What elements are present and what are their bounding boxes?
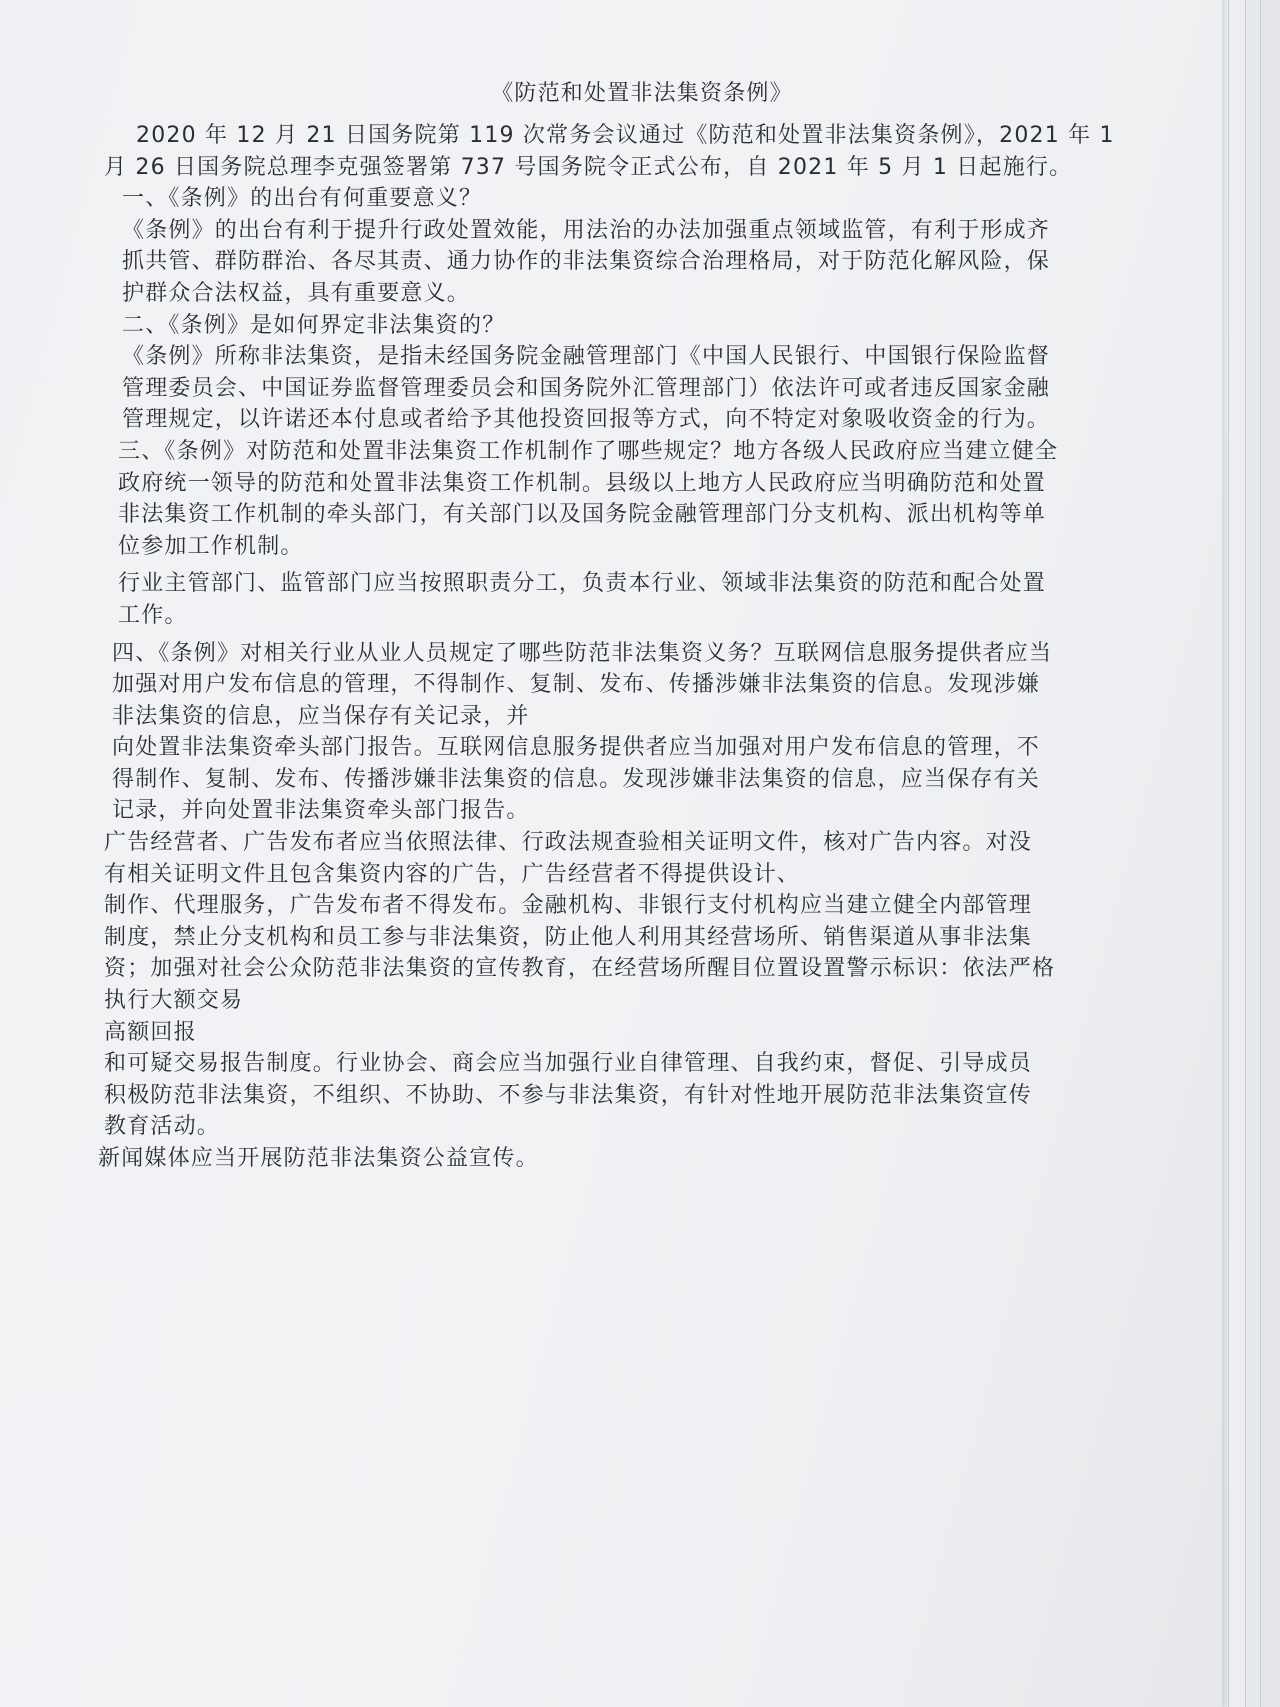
question-answer-line: 位参加工作机制。 xyxy=(118,533,304,559)
answer-line: 高额回报 xyxy=(104,1019,197,1045)
answer-line: 行业主管部门、监管部门应当按照职责分工，负责本行业、领域非法集资的防范和配合处置 xyxy=(118,571,1047,597)
question-answer-line: 三、《条例》对防范和处置非法集资工作机制作了哪些规定？地方各级人民政府应当建立健全 xyxy=(118,438,1059,464)
answer-line: 制度，禁止分支机构和员工参与非法集资，防止他人利用其经营场所、销售渠道从事非法集 xyxy=(104,924,1033,950)
intro-line: 2020 年 12 月 21 日国务院第 119 次常务会议通过《防范和处置非法集资条例》，2021 年 1 xyxy=(136,123,1115,148)
question-answer-line: 非法集资的信息，应当保存有关记录，并 xyxy=(112,703,530,729)
section-3 xyxy=(118,436,1092,632)
answer-line: 管理委员会、中国证券监督管理委员会和国务院外汇管理部门）依法许可或者违反国家金融 xyxy=(122,375,1051,401)
question-answer-line: 得制作、复制、发布、传播涉嫌非法集资的信息。发现涉嫌非法集资的信息，应当保存有关 xyxy=(112,766,1041,792)
section-2 xyxy=(122,310,1092,436)
section-4-ads xyxy=(98,827,1092,1175)
question-answer-line: 四、《条例》对相关行业从业人员规定了哪些防范非法集资义务？互联网信息服务提供者应当 xyxy=(112,640,1053,666)
question-heading: 二、《条例》是如何界定非法集资的？ xyxy=(122,312,506,338)
question-answer-line: 非法集资工作机制的牵头部门，有关部门以及国务院金融管理部门分支机构、派出机构等单 xyxy=(118,502,1047,528)
answer-line: 制作、代理服务，广告发布者不得发布。金融机构、非银行支付机构应当建立健全内部管理 xyxy=(104,893,1033,919)
question-answer-line: 政府统一领导的防范和处置非法集资工作机制。县级以上地方人民政府应当明确防范和处置 xyxy=(118,470,1047,496)
document-title: 《防范和处置非法集资条例》 xyxy=(491,81,793,106)
answer-line: 抓共管、群防群治、各尽其责、通力协作的非法集资综合治理格局，对于防范化解风险，保 xyxy=(122,249,1051,275)
answer-line: 《条例》所称非法集资，是指未经国务院金融管理部门《中国人民银行、中国银行保险监督 xyxy=(122,344,1051,370)
answer-line: 《条例》的出台有利于提升行政处置效能，用法治的办法加强重点领域监管，有利于形成齐 xyxy=(122,217,1051,243)
section-4 xyxy=(112,638,1092,828)
answer-line: 管理规定，以许诺还本付息或者给予其他投资回报等方式，向不特定对象吸收资金的行为。 xyxy=(122,407,1051,433)
question-answer-line: 向处置非法集资牵头部门报告。互联网信息服务提供者应当加强对用户发布信息的管理，不 xyxy=(112,735,1041,761)
intro-line: 月 26 日国务院总理李克强签署第 737 号国务院令正式公布，自 2021 年 5 月 1 日起施行。 xyxy=(104,154,1073,180)
section-1 xyxy=(122,183,1092,309)
document-body xyxy=(92,78,1115,1175)
intro-paragraph xyxy=(84,120,1115,183)
question-answer-line: 加强对用户发布信息的管理，不得制作、复制、发布、传播涉嫌非法集资的信息。发现涉嫌 xyxy=(112,672,1041,698)
question-answer-line: 记录，并向处置非法集资牵头部门报告。 xyxy=(112,798,530,824)
question-heading: 一、《条例》的出台有何重要意义？ xyxy=(122,186,483,212)
answer-line: 资；加强对社会公众防范非法集资的宣传教育，在经营场所醒目位置设置警示标识：依法严格 xyxy=(104,956,1056,982)
answer-line: 积极防范非法集资，不组织、不协助、不参与非法集资，有针对性地开展防范非法集资宣传 xyxy=(104,1082,1033,1108)
answer-line: 教育活动。 xyxy=(104,1114,221,1140)
underlying-sheet-edge xyxy=(1260,0,1280,1707)
answer-line: 新闻媒体应当开展防范非法集资公益宣传。 xyxy=(98,1146,539,1171)
answer-line: 执行大额交易 xyxy=(104,988,244,1014)
answer-line: 广告经营者、广告发布者应当依照法律、行政法规查验相关证明文件，核对广告内容。对没 xyxy=(104,830,1033,856)
answer-line: 和可疑交易报告制度。行业协会、商会应当加强行业自律管理、自我约束，督促、引导成员 xyxy=(104,1051,1033,1077)
answer-line: 护群众合法权益，具有重要意义。 xyxy=(122,280,471,306)
answer-line: 工作。 xyxy=(118,602,188,628)
answer-line: 有相关证明文件且包含集资内容的广告，广告经营者不得提供设计、 xyxy=(104,861,801,887)
